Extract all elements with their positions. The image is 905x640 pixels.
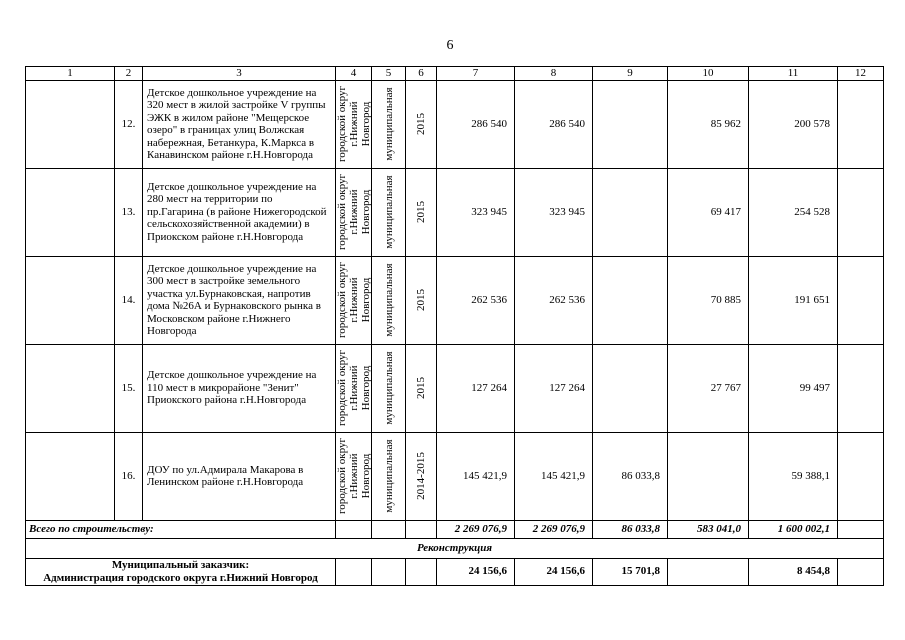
municipality-cell (336, 344, 372, 432)
column-number: 2 (115, 67, 143, 81)
year: 2015 (415, 113, 427, 135)
table-row (26, 168, 884, 256)
value-col7: 145 421,9 (437, 432, 515, 520)
ownership: муниципальная (382, 263, 395, 337)
empty-cell (26, 344, 115, 432)
value-col8: 286 540 (515, 80, 593, 168)
year-cell (406, 168, 437, 256)
value-col10: 27 767 (668, 344, 749, 432)
value-col12 (838, 80, 884, 168)
row-number: 12. (115, 80, 143, 168)
column-number: 9 (593, 67, 668, 81)
object-name: ДОУ по ул.Адмирала Макарова в Ленинском районе г.Н.Новгорода (143, 432, 336, 520)
ownership-cell (372, 344, 406, 432)
value-col11: 99 497 (749, 344, 838, 432)
value-col12 (838, 256, 884, 344)
value-col9 (593, 256, 668, 344)
customer-row (26, 558, 884, 585)
municipality-cell (336, 432, 372, 520)
customer-col7: 24 156,6 (437, 558, 515, 585)
object-name: Детское дошкольное учреждение на 110 мест в микрорайоне "Зенит" Приокского района г.Н.Новгорода (143, 344, 336, 432)
municipality: городской округ г.Нижний Новгород (335, 173, 372, 251)
table-row (26, 344, 884, 432)
row-number: 13. (115, 168, 143, 256)
municipality-cell (336, 80, 372, 168)
budget-table (25, 66, 884, 586)
ownership: муниципальная (382, 351, 395, 425)
value-col8: 323 945 (515, 168, 593, 256)
value-col10: 85 962 (668, 80, 749, 168)
value-col8: 145 421,9 (515, 432, 593, 520)
ownership: муниципальная (382, 439, 395, 513)
total-col11: 1 600 002,1 (749, 520, 838, 538)
municipality: городской округ г.Нижний Новгород (335, 349, 372, 427)
section-row (26, 538, 884, 558)
ownership-cell (372, 80, 406, 168)
value-col7: 262 536 (437, 256, 515, 344)
value-col8: 262 536 (515, 256, 593, 344)
customer-col10 (668, 558, 749, 585)
value-col10: 70 885 (668, 256, 749, 344)
value-col9 (593, 80, 668, 168)
empty-cell (372, 558, 406, 585)
value-col11: 59 388,1 (749, 432, 838, 520)
value-col7: 286 540 (437, 80, 515, 168)
row-number: 15. (115, 344, 143, 432)
table-row (26, 256, 884, 344)
year-cell (406, 256, 437, 344)
total-row (26, 520, 884, 538)
column-number-row (26, 67, 884, 81)
row-number: 16. (115, 432, 143, 520)
column-number: 8 (515, 67, 593, 81)
ownership: муниципальная (382, 175, 395, 249)
municipality: городской округ г.Нижний Новгород (335, 437, 372, 515)
year: 2015 (415, 201, 427, 223)
column-number: 5 (372, 67, 406, 81)
column-number: 1 (26, 67, 115, 81)
municipality-cell (336, 168, 372, 256)
empty-cell (26, 80, 115, 168)
object-name: Детское дошкольное учреждение на 280 мест на территории по пр.Гагарина (в районе Нижегородской сельскохозяйственной академии) в Приокском районе г.Н.Новгорода (143, 168, 336, 256)
value-col10 (668, 432, 749, 520)
table-row (26, 432, 884, 520)
value-col12 (838, 168, 884, 256)
year-cell (406, 344, 437, 432)
ownership-cell (372, 256, 406, 344)
customer-col9: 15 701,8 (593, 558, 668, 585)
year: 2014-2015 (415, 452, 427, 500)
ownership: муниципальная (382, 87, 395, 161)
page-number: 6 (446, 38, 454, 53)
value-col11: 254 528 (749, 168, 838, 256)
empty-cell (26, 168, 115, 256)
ownership-cell (372, 432, 406, 520)
column-number: 11 (749, 67, 838, 81)
customer-name: Администрация городского округа г.Нижний Новгород (43, 571, 318, 584)
empty-cell (406, 520, 437, 538)
value-col11: 191 651 (749, 256, 838, 344)
column-number: 3 (143, 67, 336, 81)
empty-cell (26, 256, 115, 344)
empty-cell (336, 558, 372, 585)
value-col8: 127 264 (515, 344, 593, 432)
value-col7: 127 264 (437, 344, 515, 432)
customer-label: Муниципальный заказчик: (111, 559, 250, 571)
year: 2015 (415, 377, 427, 399)
value-col7: 323 945 (437, 168, 515, 256)
total-col7: 2 269 076,9 (437, 520, 515, 538)
municipality-cell (336, 256, 372, 344)
value-col9: 86 033,8 (593, 432, 668, 520)
value-col10: 69 417 (668, 168, 749, 256)
row-number: 14. (115, 256, 143, 344)
customer-cell (26, 558, 336, 585)
year-cell (406, 432, 437, 520)
column-number: 12 (838, 67, 884, 81)
value-col9 (593, 168, 668, 256)
empty-cell (336, 520, 372, 538)
section-title: Реконструкция (26, 538, 884, 558)
table-row (26, 80, 884, 168)
total-col10: 583 041,0 (668, 520, 749, 538)
empty-cell (838, 520, 884, 538)
empty-cell (838, 558, 884, 585)
object-name: Детское дошкольное учреждение на 320 мест в жилой застройке V группы ЭЖК в жилом районе "Мещерское озеро" в границах улиц Волжская набережная, Бетанкура, К.Маркса в Канавинском районе г.Н.Новгорода (143, 80, 336, 168)
total-col9: 86 033,8 (593, 520, 668, 538)
customer-col8: 24 156,6 (515, 558, 593, 585)
municipality: городской округ г.Нижний Новгород (335, 261, 372, 339)
column-number: 4 (336, 67, 372, 81)
year: 2015 (415, 289, 427, 311)
column-number: 6 (406, 67, 437, 81)
value-col9 (593, 344, 668, 432)
object-name: Детское дошкольное учреждение на 300 мест в застройке земельного участка ул.Бурнаковская, напротив дома №26А и Бурнаковского рынка в Московском районе г.Нижнего Новгорода (143, 256, 336, 344)
customer-col11: 8 454,8 (749, 558, 838, 585)
empty-cell (406, 558, 437, 585)
value-col12 (838, 344, 884, 432)
municipality: городской округ г.Нижний Новгород (335, 85, 372, 163)
value-col11: 200 578 (749, 80, 838, 168)
column-number: 7 (437, 67, 515, 81)
column-number: 10 (668, 67, 749, 81)
total-col8: 2 269 076,9 (515, 520, 593, 538)
empty-cell (372, 520, 406, 538)
ownership-cell (372, 168, 406, 256)
total-label: Всего по строительству: (26, 520, 336, 538)
empty-cell (26, 432, 115, 520)
year-cell (406, 80, 437, 168)
value-col12 (838, 432, 884, 520)
